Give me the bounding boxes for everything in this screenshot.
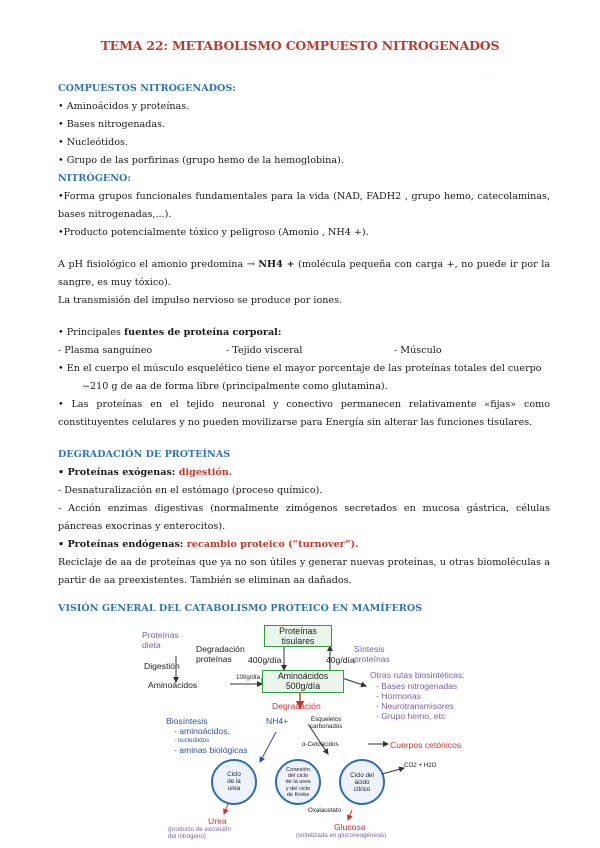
oxalacetato-label: Oxalacetato — [308, 807, 342, 814]
rate-500: 500g/día — [285, 681, 321, 691]
urea-label: Urea — [208, 816, 227, 826]
transmision-line: La transmisión del impulso nervioso se produce por iones. — [58, 295, 343, 306]
cuerpos-cetonicos-label: Cuerpos cetónicos — [390, 740, 462, 750]
bio-item: - aminas biológicas — [174, 745, 248, 755]
reciclaje-line: Reciclaje de aa de proteínas que ya no son útiles y generar nuevas proteínas, u otras biomoléculas a partir de aa preexistentes. También se eliminan aa dañados. — [58, 557, 550, 586]
proteinas-dieta-label: Proteínas dieta — [142, 630, 179, 650]
biosintesis-label: Biosíntesis — [166, 716, 208, 726]
ph-text-end: (molécula pequeña con carga +, no puede ir por la sangre, es muy tóxico). — [58, 259, 550, 288]
list-item: • Grupo de las porfirinas (grupo hemo de la hemoglobina). — [58, 155, 344, 166]
endogenas-label: • Proteínas endógenas: — [58, 539, 187, 550]
aminoacidos-box — [262, 670, 344, 693]
nh4-label: NH4+ — [266, 716, 289, 726]
conexion-label: Conexión del ciclo de la urea y del ciclo de Krebs — [285, 767, 311, 798]
proteinas-tisulares-box — [264, 625, 332, 647]
fuentes-columns — [58, 342, 550, 360]
rate-40: 40g/día — [326, 655, 355, 665]
section-heading-nitrogeno: NITRÓGENO: — [58, 173, 131, 184]
fuente-plasma: - Plasma sanguíneo — [58, 345, 153, 356]
list-item: •Forma grupos funcionales fundamentales para la vida (NAD, FADH2 , grupo hemo, catecolaminas, bases nitrogenadas,...). — [58, 191, 550, 220]
glutamina-line: ~210 g de aa de forma libre (principalmente como glutamina). — [82, 381, 388, 392]
ciclo-urea-label: Ciclo de la urea — [227, 771, 241, 792]
list-item: • Nucleótidos. — [58, 137, 128, 148]
ph-text: A pH fisiológico el amonio predomina → — [58, 259, 259, 270]
desnaturalizacion-line: - Desnaturalización en el estómago (proceso químico). — [58, 485, 323, 496]
ruta-item: - Grupo hemo, etc — [376, 711, 446, 721]
co2-label: CO2 + H2O — [404, 762, 437, 769]
degradacion-proteinas-label: Degradación proteínas — [196, 644, 245, 664]
page-title: TEMA 22: METABOLISMO COMPUESTO NITROGENADOS — [100, 38, 500, 53]
tejido-neuronal-line: • Las proteínas en el tejido neuronal y conectivo permanecen relativamente «fijas» como constituyentes celulares y no pueden movilizarse para Energía sin alterar las funciones tisulares. — [58, 399, 550, 428]
fuente-musculo: - Músculo — [394, 345, 442, 356]
proteinas-tisulares-label: Proteínas tisulares — [279, 626, 317, 646]
glucosa-note: (sintetizada en gluconeogénesis) — [296, 832, 387, 839]
musculo-line: • En el cuerpo el músculo esquelético tiene el mayor porcentaje de las proteínas totales del cuerpo — [58, 363, 542, 374]
section-heading-vision: VISIÓN GENERAL DEL CATABOLISMO PROTEICO EN MAMÍFEROS — [58, 603, 423, 614]
endogenas-line — [58, 536, 550, 554]
urea-note: (producto de excreción del nitrógeno) — [168, 826, 231, 840]
ruta-item: - Neurotransmisores — [376, 701, 454, 711]
fuente-tejido: - Tejido visceral — [226, 345, 303, 356]
rate-100: 100g/día — [236, 674, 261, 681]
list-item: • Aminoácidos y proteínas. — [58, 101, 190, 112]
exogenas-label: • Proteínas exógenas: — [58, 467, 179, 478]
nh4-strong: NH4 + — [258, 259, 295, 270]
ruta-item: - Hormonas — [376, 691, 421, 701]
ruta-item: - Bases nitrogenadas — [376, 681, 458, 691]
fuentes-line — [58, 324, 550, 342]
fuentes-strong: fuentes de proteína corporal: — [124, 327, 282, 338]
glucosa-label: Glucosa — [334, 822, 366, 832]
bio-item: - aminoácidos, — [174, 726, 230, 736]
rate-400: 400g/día — [248, 655, 282, 665]
document-body — [58, 80, 550, 618]
sintesis-proteinas-label: Síntesis proteínas — [354, 644, 390, 664]
digestion-label: Digestión — [144, 661, 180, 671]
aminoacidos-box-label: Aminoácidos — [277, 671, 329, 681]
cetoacidos-label: α-Cetoácidos — [302, 741, 339, 748]
section-heading-compuestos: COMPUESTOS NITROGENADOS: — [58, 83, 236, 94]
turnover-label: recambio proteico (“turnover”). — [186, 539, 359, 550]
catabolism-diagram — [138, 624, 465, 842]
ph-paragraph — [58, 256, 550, 292]
fuentes-pre: • Principales — [58, 327, 125, 338]
digestion-label: digestión. — [178, 467, 233, 478]
esqueletos-label: Esqueletos carbonados — [310, 716, 343, 730]
exogenas-line — [58, 464, 550, 482]
aminoacidos-left-label: Aminoácidos — [148, 680, 198, 690]
otras-rutas-label: Otras rutas biosintéticas: — [370, 670, 465, 680]
bio-item: - nucleótidos — [174, 737, 210, 744]
degradacion-label: Degradación — [272, 701, 321, 711]
section-heading-degradacion: DEGRADACIÓN DE PROTEÍNAS — [58, 449, 231, 460]
list-item: • Bases nitrogenadas. — [58, 119, 166, 130]
enzimas-line: - Acción enzimas digestivas (normalmente zimógenos secretados en mucosa gástrica, células páncreas exocrinas y enterocitos). — [58, 503, 550, 532]
list-item: •Producto potencialmente tóxico y peligroso (Amonio , NH4 +). — [58, 227, 369, 238]
ciclo-acido-label: Ciclo del ácido cítrico — [350, 772, 374, 793]
